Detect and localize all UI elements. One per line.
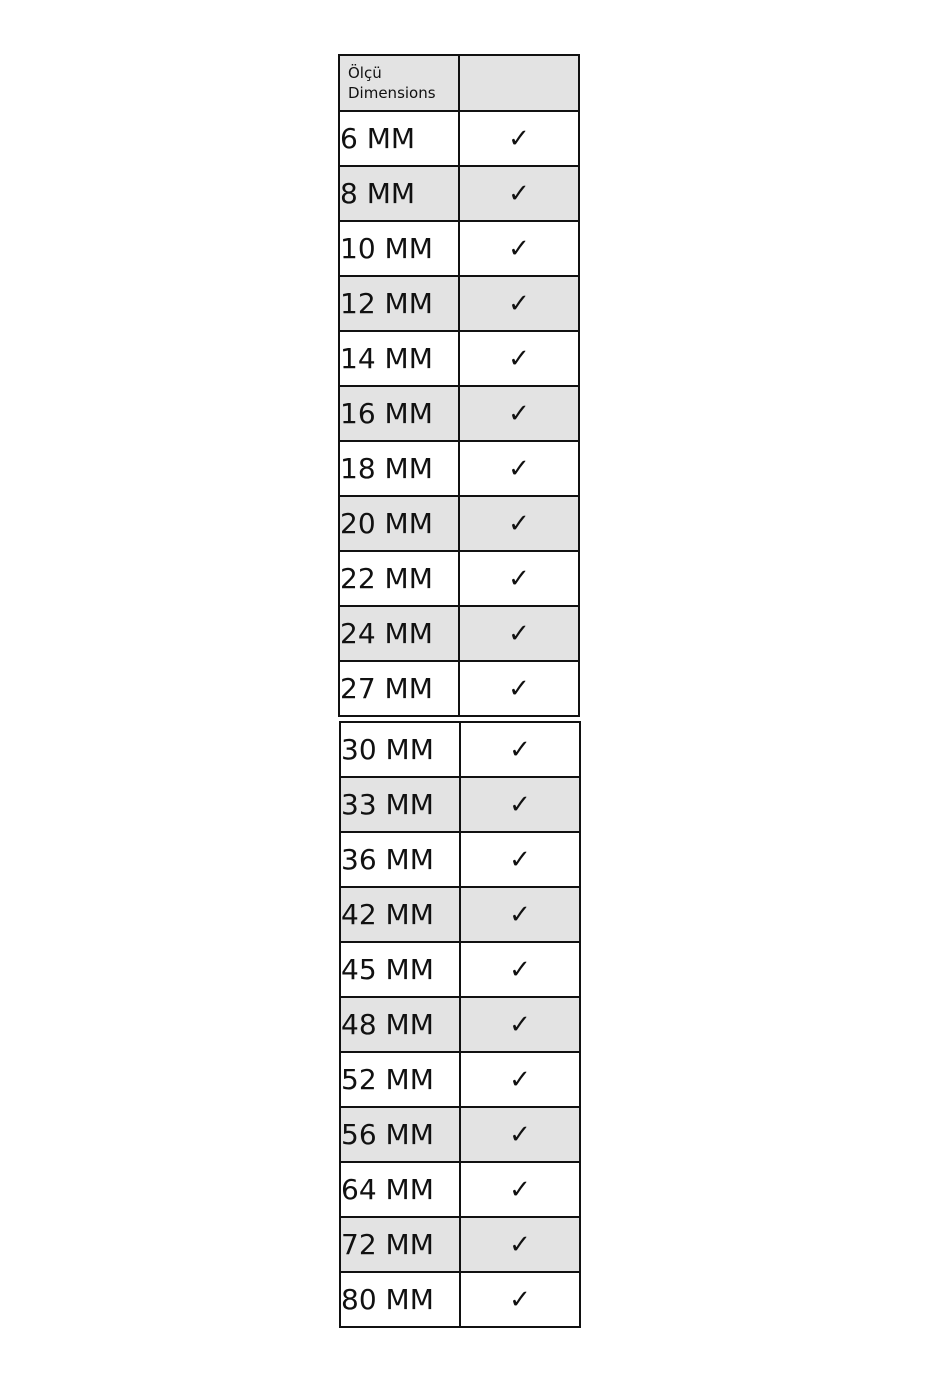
- check-icon: ✓: [460, 832, 580, 887]
- size-cell: 64 MM: [340, 1162, 460, 1217]
- check-icon: ✓: [459, 496, 579, 551]
- header-label-en: Dimensions: [348, 84, 436, 102]
- check-icon: ✓: [460, 1217, 580, 1272]
- check-icon: ✓: [460, 942, 580, 997]
- size-cell: 16 MM: [339, 386, 459, 441]
- check-icon: ✓: [459, 276, 579, 331]
- table-row: [339, 551, 579, 606]
- size-cell: 10 MM: [339, 221, 459, 276]
- table-row: [339, 661, 579, 716]
- table-row: [339, 386, 579, 441]
- size-cell: 52 MM: [340, 1052, 460, 1107]
- check-icon: ✓: [459, 111, 579, 166]
- check-icon: ✓: [460, 1107, 580, 1162]
- table-row: [340, 887, 580, 942]
- check-icon: ✓: [460, 722, 580, 777]
- table-row: [340, 1107, 580, 1162]
- table-row: [340, 1272, 580, 1327]
- size-cell: 30 MM: [340, 722, 460, 777]
- check-icon: ✓: [460, 777, 580, 832]
- check-icon: ✓: [460, 1162, 580, 1217]
- header-label-tr: Ölçü: [348, 64, 382, 82]
- size-cell: 72 MM: [340, 1217, 460, 1272]
- table-row: [339, 221, 579, 276]
- table-row: [340, 942, 580, 997]
- check-icon: ✓: [460, 1272, 580, 1327]
- table-row: [340, 722, 580, 777]
- table-row: [339, 111, 579, 166]
- size-cell: 22 MM: [339, 551, 459, 606]
- dimensions-table-top: [338, 54, 580, 717]
- header-availability-cell: [459, 55, 579, 111]
- check-icon: ✓: [460, 997, 580, 1052]
- table-row: [339, 496, 579, 551]
- size-cell: 27 MM: [339, 661, 459, 716]
- size-cell: 8 MM: [339, 166, 459, 221]
- check-icon: ✓: [459, 386, 579, 441]
- check-icon: ✓: [459, 331, 579, 386]
- size-cell: 56 MM: [340, 1107, 460, 1162]
- size-cell: 80 MM: [340, 1272, 460, 1327]
- size-cell: 36 MM: [340, 832, 460, 887]
- check-icon: ✓: [459, 166, 579, 221]
- table-row: [340, 997, 580, 1052]
- size-cell: 24 MM: [339, 606, 459, 661]
- check-icon: ✓: [460, 887, 580, 942]
- table-row: [340, 1217, 580, 1272]
- header-dimensions-cell: [339, 55, 459, 111]
- table-row: [340, 832, 580, 887]
- table-row: [339, 441, 579, 496]
- check-icon: ✓: [459, 441, 579, 496]
- table-header-row: [339, 55, 579, 111]
- check-icon: ✓: [459, 221, 579, 276]
- table-row: [339, 331, 579, 386]
- size-cell: 18 MM: [339, 441, 459, 496]
- size-cell: 14 MM: [339, 331, 459, 386]
- size-cell: 33 MM: [340, 777, 460, 832]
- size-cell: 45 MM: [340, 942, 460, 997]
- size-cell: 48 MM: [340, 997, 460, 1052]
- check-icon: ✓: [459, 661, 579, 716]
- size-cell: 42 MM: [340, 887, 460, 942]
- size-cell: 20 MM: [339, 496, 459, 551]
- check-icon: ✓: [460, 1052, 580, 1107]
- size-cell: 6 MM: [339, 111, 459, 166]
- table-row: [340, 1052, 580, 1107]
- table-row: [340, 777, 580, 832]
- check-icon: ✓: [459, 551, 579, 606]
- table-row: [339, 276, 579, 331]
- check-icon: ✓: [459, 606, 579, 661]
- table-row: [339, 166, 579, 221]
- table-row: [340, 1162, 580, 1217]
- table-row: [339, 606, 579, 661]
- dimensions-table-bottom: [339, 721, 581, 1328]
- size-cell: 12 MM: [339, 276, 459, 331]
